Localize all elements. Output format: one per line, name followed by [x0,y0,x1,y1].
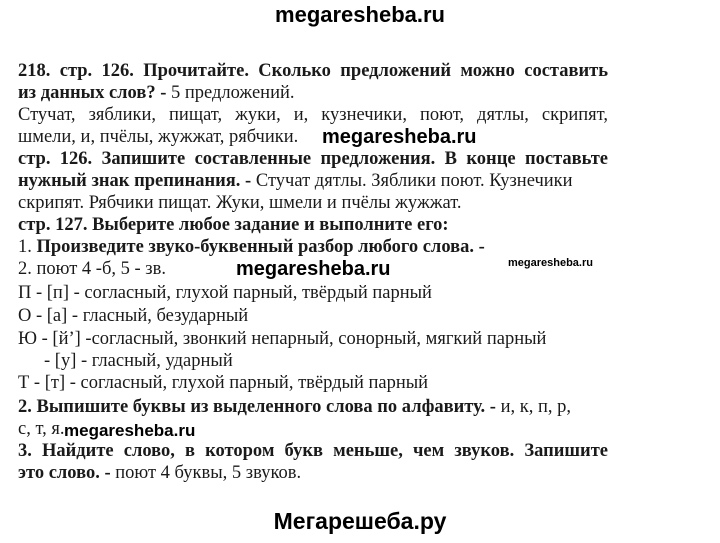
text-line-5: стр. 126. Запишите составленные предложения. В конце поставьте [18,149,608,169]
text-line-13: Ю - [й’] -согласный, звонкий непарный, сонорный, мягкий парный [18,329,547,349]
watermark-inline: megaresheba.ru [236,258,391,280]
text-line-16: 2. Выпишите буквы из выделенного слова по алфавиту. - и, к, п, р, [18,397,571,417]
text-line-17: с, т, я. [18,419,65,439]
text-line-15: Т - [т] - согласный, глухой парный, твёрдый парный [18,373,429,393]
text-line-2: из данных слов? - 5 предложений. [18,83,295,103]
text-line-14: - [у] - гласный, ударный [44,351,233,371]
text-line-1 [18,60,608,82]
watermark-top: megaresheba.ru [275,2,445,27]
text-line-18: 3. Найдите слово, в котором букв меньше, чем звуков. Запишите [18,441,608,461]
watermark-inline: megaresheba.ru [322,126,477,148]
watermark-bottom: Мегарешеба.ру [273,508,447,534]
text-line-11: П - [п] - согласный, глухой парный, твёрдый парный [18,283,432,303]
watermark-inline: megaresheba.ru [64,421,196,440]
text-line-4: шмели, и, пчёлы, жужжат, рябчики. [18,127,299,147]
watermark-inline-small: megaresheba.ru [508,257,593,269]
text-line-19: это слово. - поют 4 буквы, 5 звуков. [18,463,302,483]
text-line-6: нужный знак препинания. - Стучат дятлы. Зяблики поют. Кузнечики [18,171,573,191]
text-line-8: стр. 127. Выберите любое задание и выполните его: [18,215,449,235]
text-line-10: 2. поют 4 -б, 5 - зв. [18,259,166,279]
text-line-7: скрипят. Рябчики пищат. Жуки, шмели и пчёлы жужжат. [18,193,462,213]
text-line-9: 1. Произведите звуко-буквенный разбор любого слова. - [18,237,485,257]
task-heading: 218. стр. 126. Прочитайте. Сколько предложений можно составить [18,61,608,81]
text-line-3: Стучат, зяблики, пищат, жуки, и, кузнечики, поют, дятлы, скрипят, [18,105,608,125]
text-line-12: О - [а] - гласный, безударный [18,306,249,326]
